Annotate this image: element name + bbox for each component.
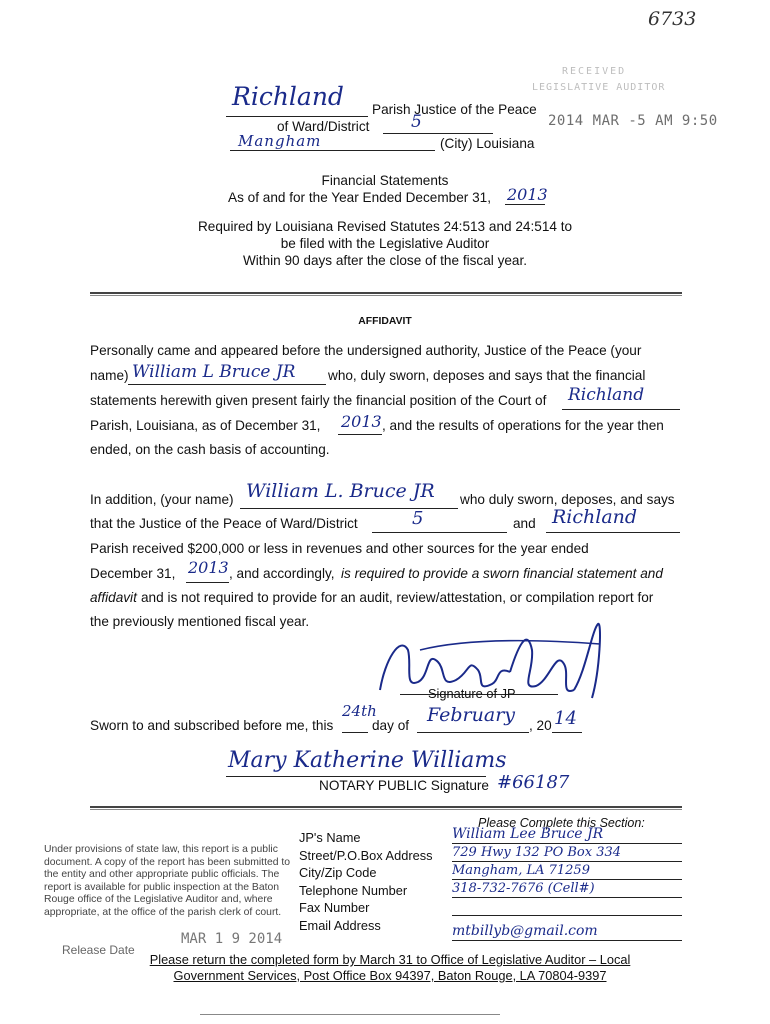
affidavit-p2-line6: the previously mentioned fiscal year. — [90, 614, 310, 629]
notice-line: report is available for public inspection at the Baton — [44, 881, 280, 893]
contact-values — [452, 826, 682, 941]
affidavit-p2-line5a: affidavit — [90, 590, 137, 605]
sworn-text-b: day of — [372, 718, 410, 733]
affidavit-p2-name-field — [240, 480, 458, 509]
contact-label-jp-name: JP's Name — [299, 830, 361, 845]
affidavit-p1-line3: statements herewith given present fairly the financial position of the Court of — [90, 393, 547, 408]
affidavit-p2-year-field — [186, 560, 229, 583]
contact-value-telephone: 318-732-7676 (Cell#) — [452, 880, 682, 898]
affidavit-p2-parish-handwritten: Richland — [552, 506, 638, 528]
contact-value-email: mtbillyb@gmail.com — [452, 920, 682, 941]
contact-label-fax: Fax Number — [299, 900, 370, 916]
affidavit-court-handwritten: Richland — [568, 385, 645, 405]
contact-label-city-zip: City/Zip Code — [299, 865, 377, 881]
sworn-month-handwritten: February — [427, 704, 516, 726]
affidavit-p1-name-label: name) — [90, 368, 129, 383]
contact-labels — [299, 829, 433, 935]
affidavit-p2-line1: who duly sworn, deposes, and says — [460, 492, 675, 507]
notary-signature-field — [226, 748, 507, 777]
contact-label-email: Email Address — [299, 917, 381, 933]
notice-line: Under provisions of state law, this report is a public — [44, 844, 278, 855]
divider-bottom — [90, 806, 682, 810]
received-stamp-office: LEGISLATIVE AUDITOR — [532, 82, 666, 93]
sworn-day-field — [342, 702, 377, 733]
title-line2: As of and for the Year Ended December 31, — [228, 190, 491, 205]
affidavit-p1-line5: ended, on the cash basis of accounting. — [90, 442, 330, 457]
release-date-stamp: MAR 1 9 2014 — [181, 931, 283, 947]
notice-line: document. A copy of the report has been submitted to — [44, 856, 291, 868]
required-line3: Within 90 days after the close of the fiscal year. — [242, 253, 528, 268]
affidavit-p1-year-handwritten: 2013 — [341, 412, 382, 431]
parish-label: Parish Justice of the Peace — [372, 102, 537, 117]
affidavit-p2-line4c: is required to provide a sworn financial statement and — [341, 566, 663, 581]
return-line2: Government Services, Post Office Box 94397, Baton Rouge, LA 70804-9397 — [173, 968, 607, 983]
required-line1: Required by Louisiana Revised Statutes 24:513 and 24:514 to — [197, 219, 573, 234]
affidavit-p2-line2a: that the Justice of the Peace of Ward/District — [90, 516, 358, 531]
contact-label-address: Street/P.O.Box Address — [299, 847, 433, 863]
affidavit-court-field — [562, 385, 680, 410]
affidavit-p2-parish-field — [546, 506, 680, 533]
notice-line: appropriate, at the office of the parish clerk of court. — [44, 906, 282, 918]
affidavit-p1-year-field — [338, 414, 382, 435]
notary-label: NOTARY PUBLIC Signature — [319, 778, 489, 793]
sworn-year-field — [552, 708, 582, 733]
document-number: 6733 — [648, 8, 697, 30]
affidavit-p2-line4a: December 31, — [90, 566, 176, 581]
contact-value-fax — [452, 898, 682, 916]
affidavit-p2-line5b: and is not required to provide for an audit, review/attestation, or compilation report for — [141, 590, 654, 605]
ward-handwritten: 5 — [411, 112, 422, 132]
notary-signature-handwritten: Mary Katherine Williams — [228, 748, 507, 773]
title-year-handwritten: 2013 — [507, 185, 548, 204]
received-stamp-label: RECEIVED — [562, 66, 627, 77]
return-line1: Please return the completed form by March 31 to Office of Legislative Auditor – Local — [149, 952, 631, 967]
required-line2: be filed with the Legislative Auditor — [280, 236, 490, 251]
affidavit-p1-line4a: Parish, Louisiana, as of December 31, — [90, 418, 321, 433]
sworn-text-c: , 20 — [529, 718, 552, 733]
notice-line: Rouge office of the Legislative Auditor and, where — [44, 894, 273, 905]
affidavit-p2-ward-handwritten: 5 — [412, 508, 424, 529]
affidavit-p2-ward-field — [372, 508, 507, 533]
affidavit-p1-line4b: , and the results of operations for the year then — [382, 418, 664, 433]
divider-top — [90, 292, 682, 296]
release-date-label: Release Date — [62, 943, 135, 957]
affidavit-heading: AFFIDAVIT — [358, 316, 412, 327]
title-year-field — [505, 185, 548, 205]
sworn-text-a: Sworn to and subscribed before me, this — [90, 718, 334, 733]
ward-field — [383, 112, 493, 134]
ward-label: of Ward/District — [277, 119, 370, 134]
city-field — [230, 134, 435, 151]
title-line1: Financial Statements — [321, 173, 449, 188]
received-stamp-datetime: 2014 MAR -5 AM 9:50 — [548, 113, 718, 129]
notice-line: the entity and other appropriate public officials. The — [44, 869, 280, 880]
city-label: (City) Louisiana — [440, 136, 535, 151]
affidavit-p2-name-handwritten: William L. Bruce JR — [246, 480, 435, 502]
notary-number-handwritten: #66187 — [497, 772, 570, 793]
affidavit-p2-year-handwritten: 2013 — [188, 558, 229, 577]
contact-value-city-zip: Mangham, LA 71259 — [452, 862, 682, 880]
contact-heading: Please Complete this Section: — [478, 816, 645, 830]
affidavit-p1-name-field — [128, 364, 326, 385]
contact-value-address: 729 Hwy 132 PO Box 334 — [452, 844, 682, 862]
sworn-year-handwritten: 14 — [554, 708, 577, 729]
affidavit-p2-line4b: , and accordingly, — [229, 566, 335, 581]
affidavit-p1-line2: who, duly sworn, deposes and says that the financial — [328, 368, 646, 383]
contact-label-telephone: Telephone Number — [299, 882, 408, 898]
public-notice — [44, 844, 290, 919]
affidavit-p1-name-handwritten: William L Bruce JR — [132, 362, 296, 382]
affidavit-p2-label: In addition, (your name) — [90, 492, 234, 507]
city-handwritten: Mangham — [238, 132, 322, 150]
sworn-month-field — [417, 704, 529, 733]
parish-field — [226, 82, 368, 117]
affidavit-p1-line1: Personally came and appeared before the undersigned authority, Justice of the Peace (your — [90, 343, 642, 358]
affidavit-p2-and: and — [513, 516, 536, 531]
parish-handwritten: Richland — [232, 82, 344, 111]
affidavit-p2-line3: Parish received $200,000 or less in revenues and other sources for the year ended — [90, 541, 589, 556]
return-instructions — [100, 952, 680, 984]
contact-value-jp-name: William Lee Bruce JR — [452, 826, 682, 844]
page-bottom-edge — [200, 1014, 500, 1015]
jp-signature-label: Signature of JP — [428, 686, 516, 701]
sworn-day-handwritten: 24th — [342, 702, 377, 720]
